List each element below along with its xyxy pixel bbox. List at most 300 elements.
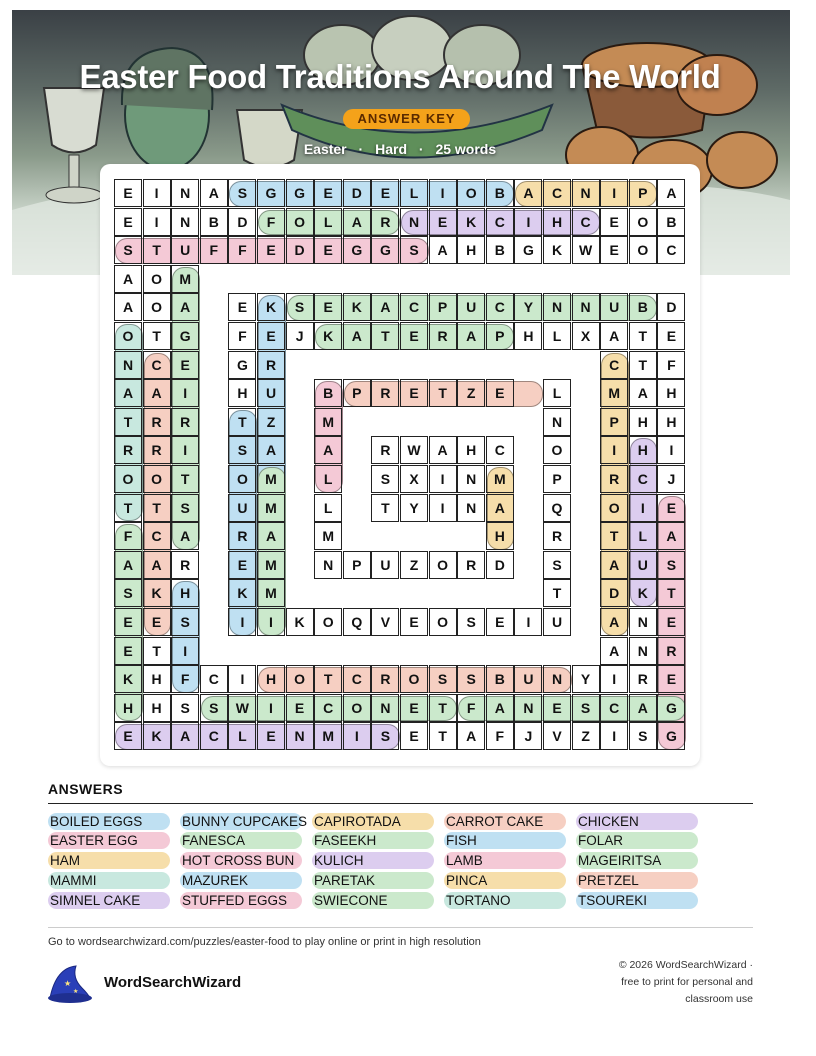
answer-word: SWIECONE <box>312 892 434 909</box>
grid-letter: H <box>457 236 485 264</box>
grid-letter: I <box>600 665 628 693</box>
grid-letter: J <box>514 722 542 750</box>
grid-letter: N <box>286 722 314 750</box>
grid-letter: O <box>143 265 171 293</box>
grid-letter: E <box>400 694 428 722</box>
grid-letter: M <box>314 522 342 550</box>
grid-letter: A <box>657 179 685 207</box>
grid-letter: E <box>600 236 628 264</box>
grid-letter: E <box>257 322 285 350</box>
grid-letter: R <box>371 436 399 464</box>
grid-letter: I <box>429 494 457 522</box>
grid-letter: R <box>371 379 399 407</box>
grid-letter: H <box>629 436 657 464</box>
grid-letter: A <box>629 694 657 722</box>
grid-letter: I <box>171 436 199 464</box>
grid-letter: S <box>543 551 571 579</box>
grid-letter: A <box>371 293 399 321</box>
grid-letter: U <box>257 379 285 407</box>
answer-word: MAZUREK <box>180 872 302 889</box>
grid-letter: M <box>314 408 342 436</box>
grid-letter: Y <box>400 494 428 522</box>
footer-link[interactable]: Go to wordsearchwizard.com/puzzles/easter-food to play online or print in high resolution <box>48 936 481 948</box>
grid-letter: N <box>543 293 571 321</box>
grid-letter: I <box>228 665 256 693</box>
grid-letter: O <box>143 465 171 493</box>
grid-letter: T <box>143 637 171 665</box>
grid-letter: C <box>657 236 685 264</box>
grid-letter: O <box>114 322 142 350</box>
grid-letter: A <box>457 322 485 350</box>
grid-letter: T <box>143 494 171 522</box>
grid-letter: H <box>228 379 256 407</box>
grid-letter: P <box>429 293 457 321</box>
grid-letter: E <box>657 322 685 350</box>
grid-letter: O <box>286 665 314 693</box>
grid-letter: Y <box>514 293 542 321</box>
grid-letter: R <box>114 436 142 464</box>
grid-letter: A <box>600 608 628 636</box>
grid-letter: R <box>171 408 199 436</box>
grid-letter: M <box>257 465 285 493</box>
grid-letter: Z <box>257 408 285 436</box>
grid-letter: E <box>257 236 285 264</box>
grid-letter: T <box>600 522 628 550</box>
answer-word: PINCA <box>444 872 566 889</box>
grid-letter: U <box>514 665 542 693</box>
wizard-hat-icon <box>46 964 94 1004</box>
theme-label: Easter <box>303 141 347 157</box>
grid-letter: X <box>572 322 600 350</box>
grid-letter: N <box>171 208 199 236</box>
grid-letter: B <box>629 293 657 321</box>
grid-letter: T <box>114 408 142 436</box>
grid-letter: E <box>114 637 142 665</box>
grid-letter: K <box>257 293 285 321</box>
grid-letter: H <box>171 579 199 607</box>
grid-letter: O <box>600 494 628 522</box>
grid-letter: L <box>629 522 657 550</box>
grid-letter: A <box>514 179 542 207</box>
answer-word: PARETAK <box>312 872 434 889</box>
grid-letter: E <box>429 208 457 236</box>
grid-letter: C <box>343 665 371 693</box>
grid-letter: G <box>371 236 399 264</box>
grid-letter: U <box>457 293 485 321</box>
grid-letter: Y <box>572 665 600 693</box>
grid-letter: C <box>143 522 171 550</box>
grid-letter: R <box>657 637 685 665</box>
grid-letter: I <box>257 608 285 636</box>
grid-letter: A <box>257 522 285 550</box>
grid-letter: I <box>514 608 542 636</box>
grid-letter: D <box>228 208 256 236</box>
grid-letter: N <box>514 694 542 722</box>
grid-letter: S <box>228 436 256 464</box>
grid-letter: A <box>629 379 657 407</box>
grid-letter: U <box>543 608 571 636</box>
grid-letter: O <box>543 436 571 464</box>
grid-letter: W <box>228 694 256 722</box>
grid-letter: T <box>314 665 342 693</box>
grid-letter: K <box>143 722 171 750</box>
grid-letter: B <box>486 179 514 207</box>
grid-letter: C <box>600 351 628 379</box>
grid-letter: S <box>371 465 399 493</box>
answer-word: TORTANO <box>444 892 566 909</box>
grid-letter: A <box>600 637 628 665</box>
grid-letter: R <box>457 551 485 579</box>
grid-letter: R <box>543 522 571 550</box>
grid-letter: F <box>171 665 199 693</box>
grid-letter: S <box>429 665 457 693</box>
grid-letter: T <box>143 322 171 350</box>
grid-letter: A <box>257 436 285 464</box>
grid-letter: F <box>257 208 285 236</box>
grid-letter: U <box>600 293 628 321</box>
letter-grid <box>114 179 686 751</box>
copyright-line: © 2026 WordSearchWizard · <box>618 959 753 971</box>
grid-letter: G <box>343 236 371 264</box>
brand-name: WordSearchWizard <box>104 974 242 991</box>
grid-letter: P <box>600 408 628 436</box>
grid-letter: S <box>657 551 685 579</box>
grid-letter: T <box>629 322 657 350</box>
grid-letter: I <box>514 208 542 236</box>
answers-heading: ANSWERS <box>48 781 124 797</box>
grid-letter: S <box>114 236 142 264</box>
grid-letter: B <box>486 665 514 693</box>
grid-letter: O <box>629 236 657 264</box>
answer-key-badge: ANSWER KEY <box>343 109 470 129</box>
grid-letter: A <box>600 322 628 350</box>
grid-letter: N <box>171 179 199 207</box>
grid-letter: I <box>171 637 199 665</box>
grid-letter: E <box>400 722 428 750</box>
grid-letter: F <box>657 351 685 379</box>
answer-word: PRETZEL <box>576 872 698 889</box>
grid-letter: M <box>600 379 628 407</box>
grid-letter: N <box>457 465 485 493</box>
grid-letter: T <box>371 322 399 350</box>
grid-letter: D <box>600 579 628 607</box>
grid-letter: L <box>314 208 342 236</box>
grid-letter: I <box>429 465 457 493</box>
grid-letter: G <box>228 351 256 379</box>
answer-word: CAPIROTADA <box>312 813 434 830</box>
grid-letter: M <box>257 494 285 522</box>
grid-letter: E <box>228 293 256 321</box>
grid-letter: A <box>143 379 171 407</box>
grid-letter: N <box>572 179 600 207</box>
grid-letter: A <box>314 436 342 464</box>
copyright-line: classroom use <box>685 993 753 1005</box>
grid-letter: K <box>314 322 342 350</box>
grid-letter: G <box>514 236 542 264</box>
grid-letter: G <box>657 722 685 750</box>
grid-letter: T <box>228 408 256 436</box>
grid-letter: I <box>629 494 657 522</box>
grid-letter: E <box>400 608 428 636</box>
grid-letter: C <box>143 351 171 379</box>
grid-letter: I <box>600 436 628 464</box>
grid-letter: A <box>171 293 199 321</box>
grid-letter: S <box>171 608 199 636</box>
grid-letter: E <box>314 293 342 321</box>
grid-letter: E <box>286 694 314 722</box>
grid-letter: L <box>543 379 571 407</box>
grid-letter: R <box>228 522 256 550</box>
grid-letter: C <box>629 465 657 493</box>
grid-letter: P <box>543 465 571 493</box>
grid-letter: E <box>543 694 571 722</box>
grid-letter: U <box>629 551 657 579</box>
grid-letter: N <box>314 551 342 579</box>
grid-letter: E <box>114 722 142 750</box>
grid-letter: M <box>171 265 199 293</box>
grid-letter: O <box>429 551 457 579</box>
grid-letter: I <box>143 179 171 207</box>
grid-letter: C <box>486 293 514 321</box>
grid-letter: E <box>257 722 285 750</box>
grid-letter: M <box>314 722 342 750</box>
grid-letter: P <box>629 179 657 207</box>
grid-letter: F <box>228 236 256 264</box>
grid-letter: Q <box>543 494 571 522</box>
grid-letter: R <box>171 551 199 579</box>
grid-letter: O <box>286 208 314 236</box>
grid-letter: R <box>429 322 457 350</box>
grid-letter: N <box>114 351 142 379</box>
grid-letter: T <box>429 722 457 750</box>
grid-letter: D <box>486 551 514 579</box>
grid-letter: N <box>629 608 657 636</box>
svg-text:★: ★ <box>73 988 79 995</box>
grid-letter: L <box>314 465 342 493</box>
grid-letter: M <box>257 579 285 607</box>
grid-letter: C <box>572 208 600 236</box>
grid-letter: T <box>429 379 457 407</box>
grid-letter: R <box>629 665 657 693</box>
grid-letter: R <box>371 665 399 693</box>
svg-text:★: ★ <box>64 979 72 988</box>
grid-letter: T <box>114 494 142 522</box>
grid-letter: O <box>343 694 371 722</box>
grid-letter: S <box>457 665 485 693</box>
grid-letter: E <box>657 494 685 522</box>
grid-letter: A <box>343 208 371 236</box>
grid-letter: K <box>228 579 256 607</box>
grid-letter: Q <box>343 608 371 636</box>
grid-letter: E <box>657 665 685 693</box>
grid-letter: O <box>457 179 485 207</box>
page-title: Easter Food Traditions Around The World <box>79 58 721 95</box>
grid-letter: N <box>543 408 571 436</box>
grid-letter: F <box>457 694 485 722</box>
grid-letter: G <box>286 179 314 207</box>
grid-letter: K <box>543 236 571 264</box>
answer-word: CHICKEN <box>576 813 698 830</box>
grid-letter: R <box>143 408 171 436</box>
grid-letter: P <box>343 551 371 579</box>
grid-letter: H <box>657 408 685 436</box>
grid-letter: L <box>400 179 428 207</box>
difficulty-label: Hard <box>375 141 407 157</box>
grid-letter: A <box>171 522 199 550</box>
grid-letter: A <box>486 494 514 522</box>
answer-word: TSOUREKI <box>576 892 698 909</box>
grid-letter: E <box>314 236 342 264</box>
grid-letter: F <box>200 236 228 264</box>
grid-letter: V <box>543 722 571 750</box>
grid-letter: F <box>228 322 256 350</box>
grid-letter: T <box>371 494 399 522</box>
grid-letter: T <box>429 694 457 722</box>
grid-letter: P <box>343 379 371 407</box>
grid-letter: T <box>543 579 571 607</box>
grid-letter: H <box>143 665 171 693</box>
grid-letter: B <box>200 208 228 236</box>
grid-letter: I <box>343 722 371 750</box>
grid-letter: I <box>171 379 199 407</box>
grid-letter: E <box>171 351 199 379</box>
grid-letter: E <box>486 608 514 636</box>
grid-letter: J <box>657 465 685 493</box>
grid-letter: A <box>114 293 142 321</box>
puzzle-meta <box>0 141 800 157</box>
word-count-label: 25 words <box>435 141 497 157</box>
grid-letter: S <box>572 694 600 722</box>
grid-letter: T <box>629 351 657 379</box>
grid-letter: L <box>314 494 342 522</box>
grid-letter: S <box>629 722 657 750</box>
grid-letter: A <box>343 322 371 350</box>
grid-letter: C <box>543 179 571 207</box>
grid-letter: I <box>429 179 457 207</box>
grid-letter: H <box>514 322 542 350</box>
grid-letter: A <box>657 522 685 550</box>
grid-letter: D <box>343 179 371 207</box>
grid-letter: E <box>657 608 685 636</box>
grid-letter: A <box>200 179 228 207</box>
grid-letter: A <box>429 436 457 464</box>
grid-letter: S <box>371 722 399 750</box>
grid-letter: C <box>314 694 342 722</box>
grid-letter: E <box>114 179 142 207</box>
grid-letter: P <box>486 322 514 350</box>
grid-letter: O <box>314 608 342 636</box>
grid-letter: G <box>257 179 285 207</box>
grid-letter: Z <box>457 379 485 407</box>
grid-letter: S <box>114 579 142 607</box>
grid-letter: H <box>257 665 285 693</box>
grid-letter: E <box>371 179 399 207</box>
divider <box>48 927 753 928</box>
grid-letter: S <box>228 179 256 207</box>
grid-letter: D <box>657 293 685 321</box>
grid-letter: H <box>457 436 485 464</box>
grid-letter: I <box>143 208 171 236</box>
grid-letter: A <box>114 379 142 407</box>
grid-letter: H <box>143 694 171 722</box>
grid-letter: K <box>457 208 485 236</box>
answer-word: SIMNEL CAKE <box>48 892 170 909</box>
grid-letter: C <box>486 208 514 236</box>
grid-letter: M <box>486 465 514 493</box>
grid-letter: U <box>171 236 199 264</box>
grid-letter: E <box>400 379 428 407</box>
grid-letter: J <box>286 322 314 350</box>
grid-letter: N <box>543 665 571 693</box>
grid-letter: T <box>143 236 171 264</box>
grid-letter: S <box>286 293 314 321</box>
grid-letter: Z <box>400 551 428 579</box>
grid-letter: K <box>286 608 314 636</box>
grid-letter: W <box>400 436 428 464</box>
grid-letter: S <box>400 236 428 264</box>
grid-letter: B <box>657 208 685 236</box>
grid-letter: T <box>171 465 199 493</box>
grid-letter: R <box>371 208 399 236</box>
grid-letter: B <box>314 379 342 407</box>
answer-word: FOLAR <box>576 832 698 849</box>
answer-word: MAMMI <box>48 872 170 889</box>
grid-letter: F <box>114 522 142 550</box>
grid-letter: F <box>486 722 514 750</box>
grid-letter: A <box>114 265 142 293</box>
grid-letter: N <box>629 637 657 665</box>
grid-letter: I <box>657 436 685 464</box>
grid-letter: O <box>400 665 428 693</box>
grid-letter: L <box>543 322 571 350</box>
grid-letter: N <box>572 293 600 321</box>
grid-letter: W <box>572 236 600 264</box>
grid-letter: R <box>143 436 171 464</box>
grid-letter: A <box>429 236 457 264</box>
answer-word: HOT CROSS BUN <box>180 852 302 869</box>
grid-letter: C <box>200 722 228 750</box>
grid-letter: H <box>657 379 685 407</box>
answer-word: EASTER EGG <box>48 832 170 849</box>
grid-letter: U <box>371 551 399 579</box>
answer-word: FISH <box>444 832 566 849</box>
answer-word: BOILED EGGS <box>48 813 170 830</box>
answer-word: FANESCA <box>180 832 302 849</box>
grid-letter: K <box>143 579 171 607</box>
grid-letter: X <box>400 465 428 493</box>
answer-word: BUNNY CUPCAKES <box>182 814 308 829</box>
grid-letter: K <box>343 293 371 321</box>
grid-letter: A <box>486 694 514 722</box>
grid-letter: H <box>629 408 657 436</box>
grid-letter: O <box>143 293 171 321</box>
grid-letter: S <box>200 694 228 722</box>
grid-letter: S <box>457 608 485 636</box>
grid-letter: A <box>143 551 171 579</box>
answer-word: FASEEKH <box>312 832 434 849</box>
grid-letter: A <box>600 551 628 579</box>
grid-letter: A <box>114 551 142 579</box>
grid-letter: S <box>171 694 199 722</box>
copyright-line: free to print for personal and <box>621 976 753 988</box>
grid-letter: L <box>228 722 256 750</box>
grid-letter: O <box>114 465 142 493</box>
grid-letter: E <box>228 551 256 579</box>
grid-letter: R <box>600 465 628 493</box>
grid-letter: E <box>486 379 514 407</box>
grid-letter: E <box>114 608 142 636</box>
grid-letter: U <box>228 494 256 522</box>
